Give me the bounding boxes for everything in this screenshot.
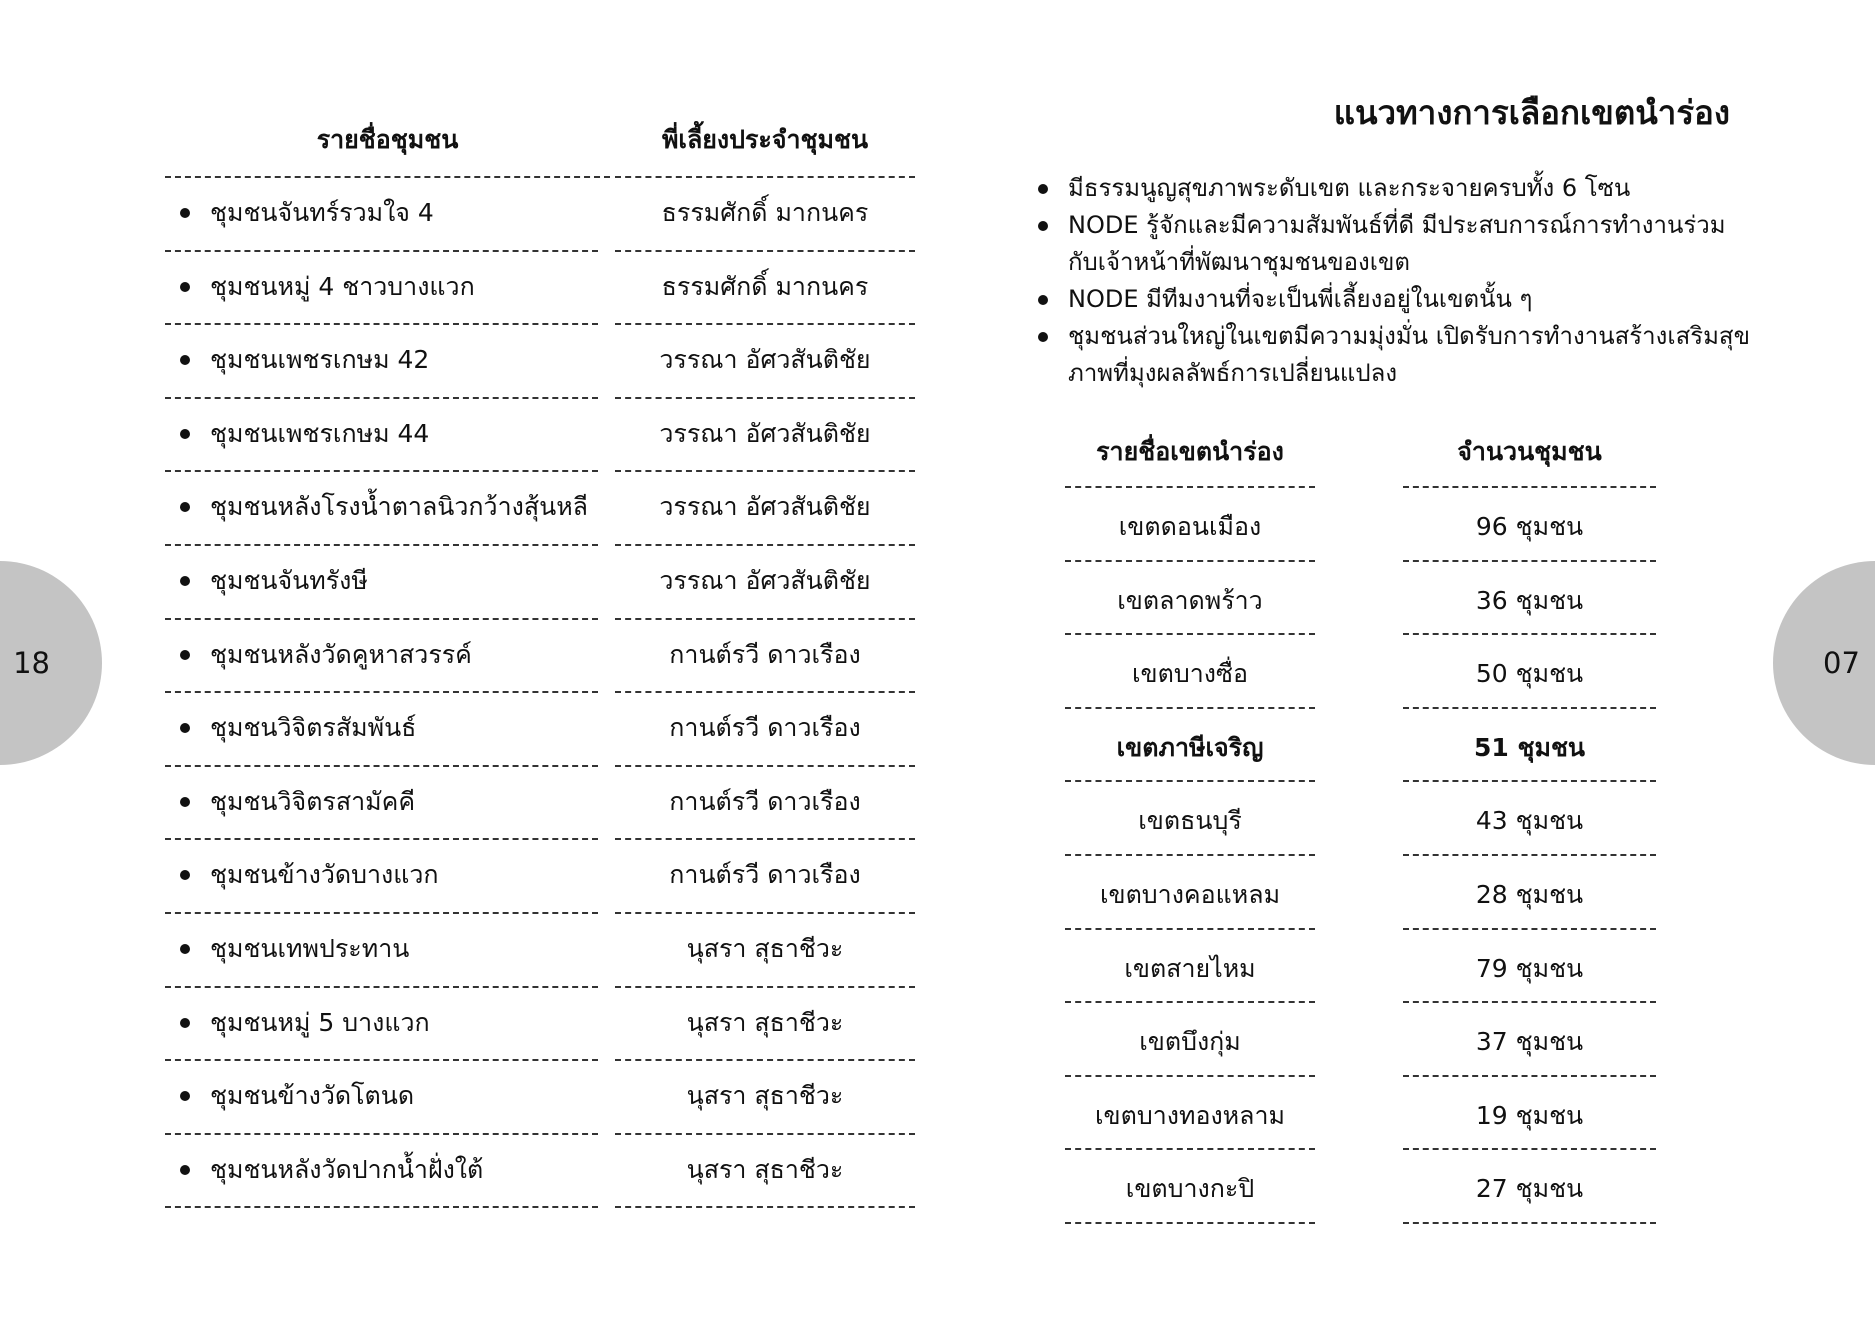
table-row [0,707,1875,781]
district-name: เขตลาดพร้าว [1117,585,1263,615]
district-name: เขตบางคอแหลม [1099,880,1281,909]
district-name: เขตบึงกุ่ม [1139,1027,1241,1057]
community-name: ชุมชนข้างวัดบางแวก [210,860,439,890]
mentor-name: นุสรา สุธาชีวะ [686,934,844,963]
community-cell [165,193,610,233]
criteria-item: มีธรรมนูญสุขภาพระดับเขต และกระจายครบทั้ง 6 โซน [1035,170,1755,207]
district-column-header: รายชื่อเขตนำร่อง [1096,437,1284,466]
criteria-item: NODE มีทีมงานที่จะเป็นพี่เลี้ยงอยู่ในเขตนั้น ๆ [1035,281,1755,318]
district-name: เขตบางซื่อ [1132,659,1248,689]
mentor-name: กานต์รวี ดาวเรือง [669,860,861,890]
community-count: 27 ชุมชน [1475,1174,1584,1204]
community-count: 50 ชุมชน [1475,659,1584,689]
table-row [0,560,1875,634]
table-row [0,1001,1875,1075]
mentor-name: วรรณา อัศวสันติชัย [659,566,871,595]
bullet-icon [180,208,190,218]
table-row [165,176,915,250]
community-cell [165,267,610,307]
district-name: เขตภาษีเจริญ [1116,732,1264,762]
mentor-name: ธรรมศักดิ์ มากนคร [661,198,869,227]
bullet-icon [180,429,190,439]
community-name: ชุมชนวิจิตรสัมพันธ์ [210,713,417,743]
community-name: ชุมชนเพชรเกษม 42 [210,345,430,375]
mentor-name: นุสรา สุธาชีวะ [686,1154,844,1184]
community-name: ชุมชนเพชรเกษม 44 [210,418,430,448]
bullet-icon [180,355,190,365]
community-name: ชุมชนหลังโรงน้ำตาลนิวกว้างสุ้นหลี [210,492,588,522]
community-name: ชุมชนหลังวัดคูหาสวรรค์ [210,639,472,669]
community-name: ชุมชนหลังวัดปากน้ำฝั่งใต้ [210,1154,484,1184]
district-name: เขตบางกะปิ [1125,1174,1255,1204]
bullet-icon [180,282,190,292]
mentor-name: นุสรา สุธาชีวะ [686,1081,844,1111]
mentor-name: วรรณา อัศวสันติชัย [659,492,871,522]
community-name: ชุมชนวิจิตรสามัคคี [210,786,416,816]
district-name: เขตธนบุรี [1138,806,1242,836]
community-count: 36 ชุมชน [1475,585,1584,615]
dashed-divider [1403,1222,1656,1224]
dashed-divider [1065,1222,1315,1224]
community-count: 37 ชุมชน [1475,1027,1584,1057]
mentor-name: กานต์รวี ดาวเรือง [669,713,861,743]
community-name: ชุมชนจันทรังษี [210,566,368,595]
table-row [0,1148,1875,1222]
community-column-header: รายชื่อชุมชน [316,125,459,154]
community-count: 79 ชุมชน [1475,953,1584,983]
mentor-name: ธรรมศักดิ์ มากนคร [661,271,869,301]
table-row [0,1075,1875,1149]
district-name: เขตบางทองหลาม [1094,1100,1285,1130]
community-name: ชุมชนหมู่ 4 ชาวบางแวก [210,271,475,301]
community-count: 43 ชุมชน [1475,806,1584,836]
community-name: ชุมชนจันทร์รวมใจ 4 [210,198,434,227]
table-row [165,323,915,397]
criteria-item: NODE รู้จักและมีความสัมพันธ์ที่ดี มีประสบการณ์การทำงานร่วมกับเจ้าหน้าที่พัฒนาชุมชนของเขต [1035,207,1755,281]
community-cell [165,414,610,454]
table-row [0,780,1875,854]
community-count: 19 ชุมชน [1475,1100,1584,1130]
district-name: เขตสายไหม [1124,953,1256,983]
mentor-name: กานต์รวี ดาวเรือง [669,786,861,816]
mentor-name: วรรณา อัศวสันติชัย [659,418,871,448]
table-row [0,854,1875,928]
criteria-list [1035,170,1755,392]
table-row [165,250,915,324]
community-cell [165,340,610,380]
table-row [0,486,1875,560]
criteria-item: ชุมชนส่วนใหญ่ในเขตมีความมุ่งมั่น เปิดรับการทำงานสร้างเสริมสุขภาพที่มุงผลลัพธ์การเปลี่ยนแปลง [1035,318,1755,392]
mentor-column-header: พี่เลี้ยงประจำชุมชน [661,125,869,154]
page-number-right-text: 07 [1823,646,1860,680]
mentor-name: วรรณา อัศวสันติชัย [659,345,871,375]
mentor-name: กานต์รวี ดาวเรือง [669,639,861,669]
community-name: ชุมชนเทพประทาน [210,934,410,963]
count-column-header: จำนวนชุมชน [1457,437,1602,466]
page-title: แนวทางการเลือกเขตนำร่อง [1333,93,1730,132]
community-count: 51 ชุมชน [1474,732,1585,762]
community-name: ชุมชนหมู่ 5 บางแวก [210,1007,430,1037]
table-row [165,397,915,471]
table-row [0,633,1875,707]
community-count: 28 ชุมชน [1475,880,1584,909]
mentor-name: นุสรา สุธาชีวะ [686,1007,844,1037]
community-count: 96 ชุมชน [1475,512,1584,541]
table-row [0,928,1875,1002]
page-number-left-text: 18 [13,646,50,680]
community-name: ชุมชนข้างวัดโตนด [210,1081,415,1111]
district-name: เขตดอนเมือง [1118,512,1262,541]
